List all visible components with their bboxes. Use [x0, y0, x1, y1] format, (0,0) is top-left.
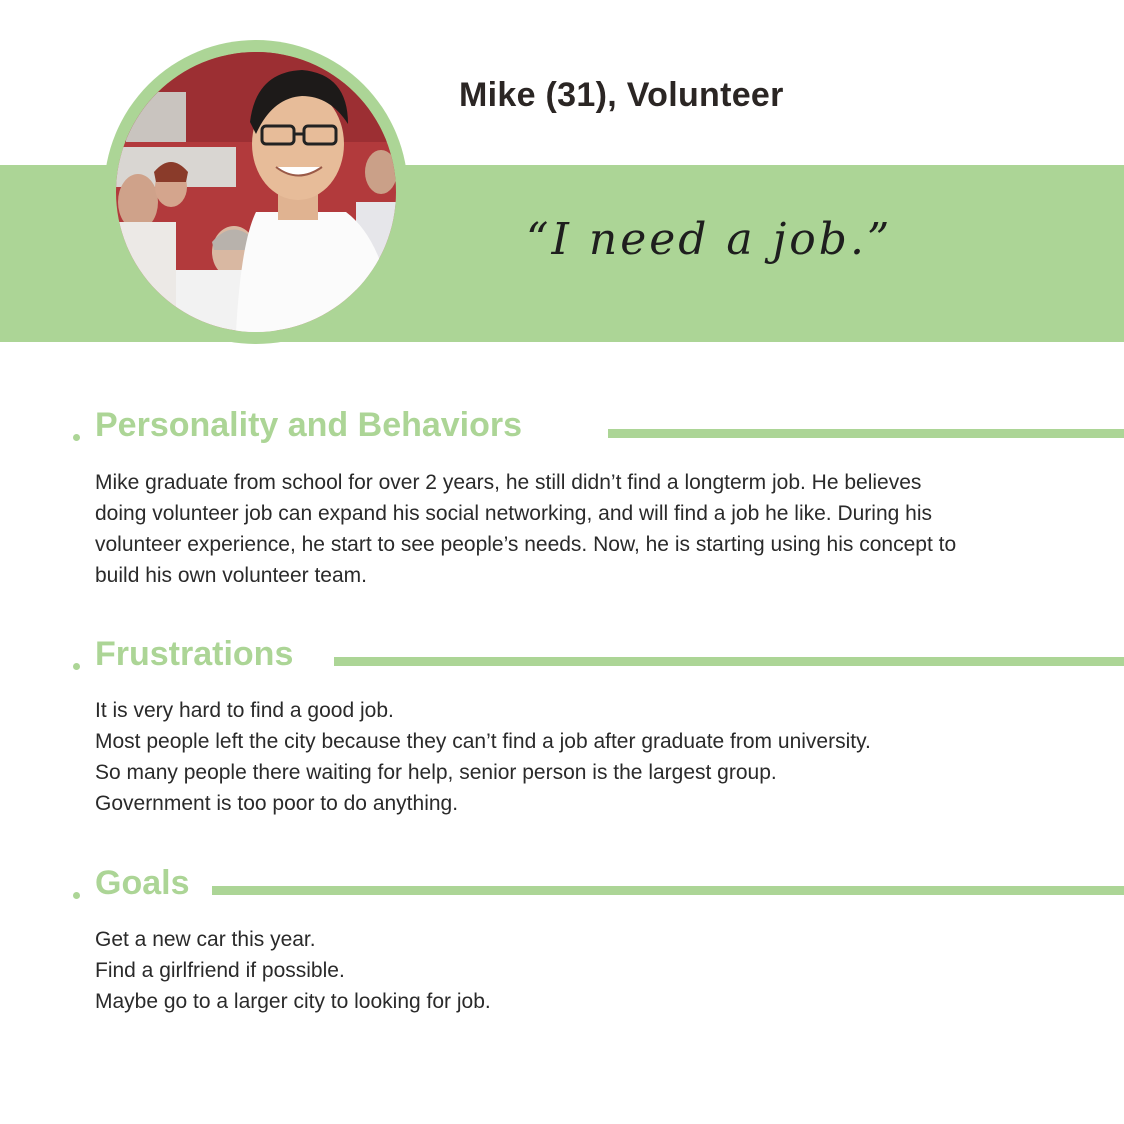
section-title-personality: Personality and Behaviors — [95, 406, 523, 444]
text-line: Mike graduate from school for over 2 years, he still didn’t find a longterm job. He believes — [95, 471, 922, 494]
section-text-frustrations — [95, 695, 1080, 819]
avatar — [116, 52, 396, 332]
persona-name: Mike (31), Volunteer — [459, 76, 784, 114]
section-title-frustrations: Frustrations — [95, 635, 294, 673]
text-line: It is very hard to find a good job. — [95, 699, 394, 722]
section-title-goals: Goals — [95, 864, 190, 902]
section-rule — [212, 886, 1124, 895]
bullet-dot-icon — [73, 892, 80, 899]
text-line: Maybe go to a larger city to looking for job. — [95, 990, 491, 1013]
text-line: Government is too poor to do anything. — [95, 792, 459, 815]
text-line: doing volunteer job can expand his social networking, and will find a job he like. During his — [95, 502, 932, 525]
text-line: Get a new car this year. — [95, 928, 316, 951]
bullet-dot-icon — [73, 434, 80, 441]
section-header-goals — [0, 864, 1124, 904]
text-line: Find a girlfriend if possible. — [95, 959, 345, 982]
person-photo-icon — [116, 52, 396, 332]
bullet-dot-icon — [73, 663, 80, 670]
section-header-frustrations — [0, 635, 1124, 675]
section-text-goals — [95, 924, 1080, 1017]
section-header-personality — [0, 406, 1124, 446]
text-line: Most people left the city because they can’t find a job after graduate from university. — [95, 730, 871, 753]
section-rule — [334, 657, 1124, 666]
text-line: volunteer experience, he start to see people’s needs. Now, he is starting using his concept to — [95, 533, 957, 556]
section-rule — [608, 429, 1124, 438]
text-line: So many people there waiting for help, senior person is the largest group. — [95, 761, 777, 784]
text-line: build his own volunteer team. — [95, 564, 367, 587]
section-text-personality — [95, 467, 1080, 591]
persona-quote: “I need a job.” — [526, 214, 893, 265]
